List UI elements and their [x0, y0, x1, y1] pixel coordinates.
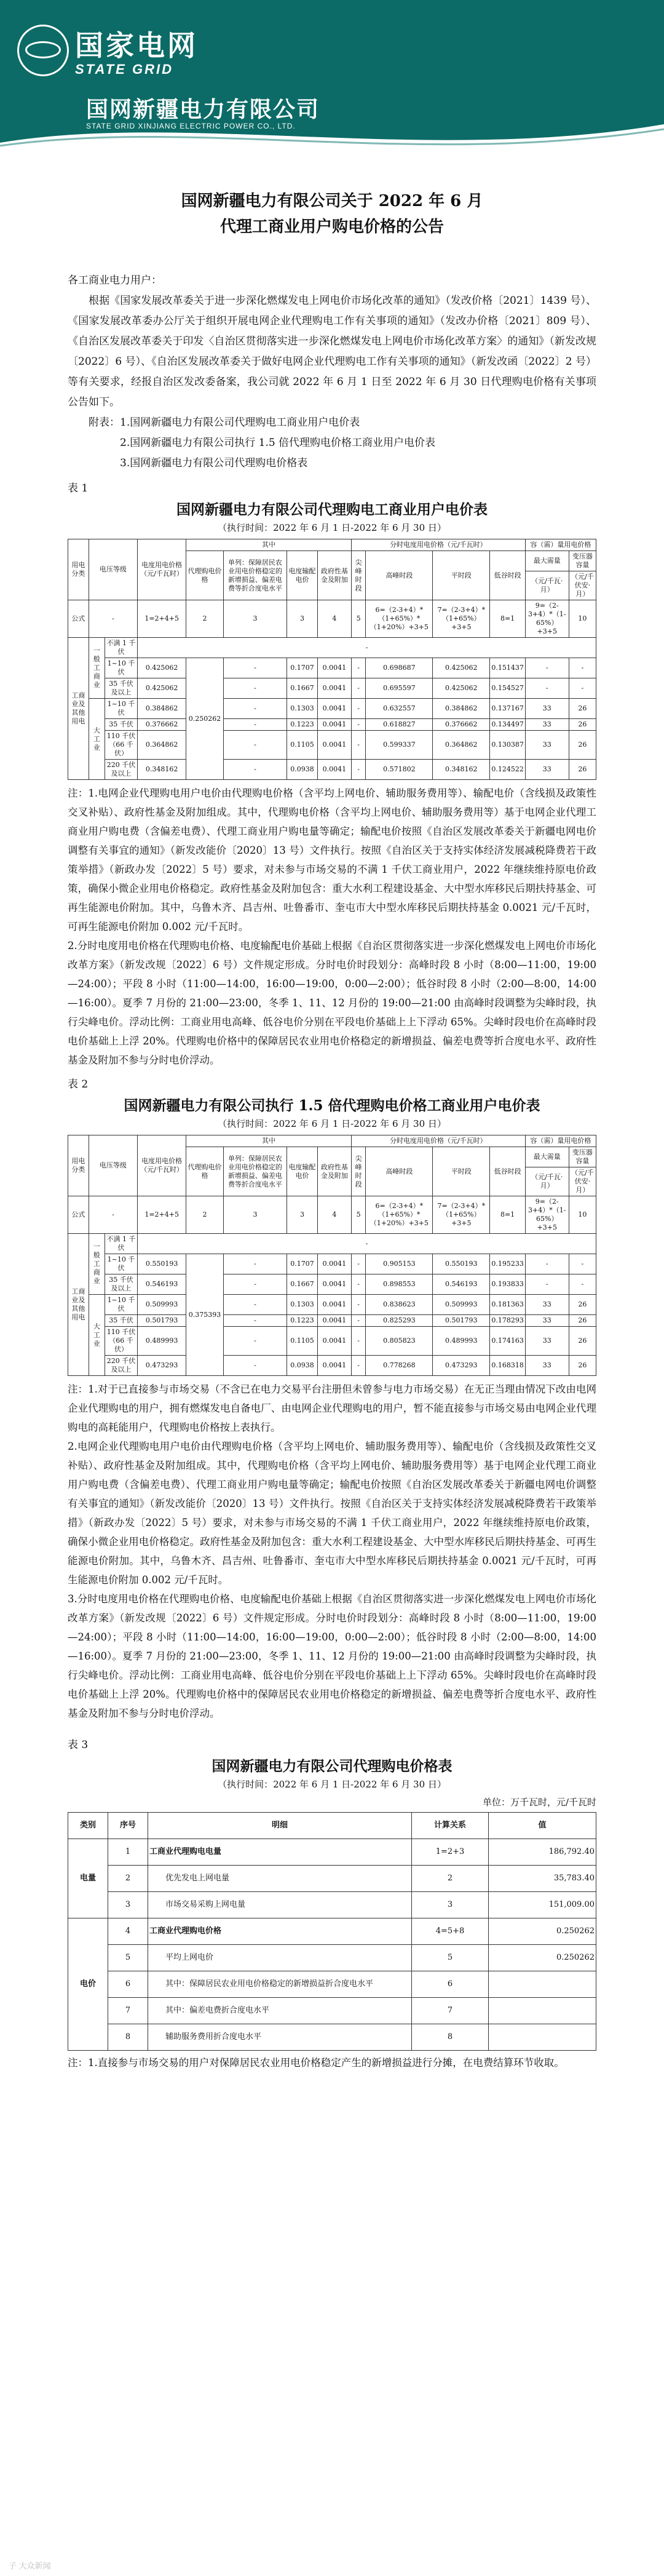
table-row: 8 辅助服务费用折合度电水平 8 — [68, 2024, 596, 2051]
th-transformer-unit: （元/千伏安·月） — [569, 571, 596, 600]
table-row: 工商业及其他用电 一般工商业 不满 1 千伏 - — [68, 638, 596, 658]
table3-label: 表 3 — [68, 1739, 89, 1751]
company-name-cn: 国网新疆电力有限公司 — [86, 97, 320, 122]
watermark: 子 大众新闻 — [9, 2561, 51, 2570]
table2-label: 表 2 — [68, 1078, 89, 1091]
table3-note: 注：1.直接参与市场交易的用户对保障居民农业用电价格稳定产生的新增损益进行分摊，在电费结算环节收取。 — [68, 2057, 564, 2069]
table-row: 工商业及其他用电 一般工商业 不满 1 千伏 - — [68, 1234, 596, 1254]
addressee: 各工商业电力用户： — [68, 274, 162, 287]
table-row: 电量 1 工商业代理购电电量 1=2+3 186,792.40 — [68, 1839, 596, 1866]
table1-period: （执行时间：2022 年 6 月 1 日-2022 年 6 月 30 日） — [218, 522, 446, 533]
th-capacity: 容（需）量用电价格 — [525, 539, 596, 551]
table-row: 6 其中：保障居民农业用电价格稳定的新增损益折合度电水平 6 — [68, 1971, 596, 1998]
table-row: 35 千伏 0.501793 - 0.1223 0.0041 - 0.825293 0.501793 0.178293 33 26 — [68, 1315, 596, 1327]
table-row: 35 千伏 0.376662 - 0.1223 0.0041 - 0.618827 0.376662 0.134497 33 26 — [68, 719, 596, 731]
table-row: 2 优先发电上网电量 2 35,783.40 — [68, 1866, 596, 1892]
th-category: 用电分类 — [68, 539, 89, 600]
table-row: 大工业 1~10 千伏 0.509993 - 0.1303 0.0041 - 0.838623 0.509993 0.181363 33 26 — [68, 1295, 596, 1315]
table2: 用电分类 电压等级 电度用电价格（元/千瓦时） 其中 分时电度用电价格（元/千瓦时） 容（需）量用电价格 代理购电价格 单列：保障居民农业用电价格稳定的新增损益、偏差电费等折合度电水平 电度输配电价 政府性基金及附加 尖峰时段 高峰时段 平时段 低谷时段 最大需量 变压器容量 （元/千瓦·月） （元/千伏安·月） 公式 - 1=2+4+5 2 3 3 4 5 6=（2-3+4）*（1+65%）*（1+20%）+3+5 7=（2-3+4）*（1+65%）+3+5 8=1 9=（2-3+4）*（1-65%）+3+5 10 工商业及其他用电 一般工商业 不满 1 千伏 - 1~10 千伏 0.550193 0.375393 - 0.1707 0.0041 - 0.905153 0.550193 0.195233 - - 35 千伏及以上 0.546193 - 0.1667 0.0041 - 0.898553 0.546193 0.193833 - - 大工业 1~10 千伏 0.509993 - 0.1303 0.0041 - 0.838623 0.509993 0.181363 33 26 35 千伏 0.501793 - 0.1223 0.0041 - 0.825293 0.501793 0.178293 33 26 110 千伏（66 千伏） 0.489993 - 0.1105 0.0041 - 0.805823 0.489993 0.174163 33 26 220 千伏及以上 0.473293 - 0.0938 0.0041 - 0.778268 0.473293 0.168318 33 26 — [68, 1135, 596, 1376]
table-row: 大工业 1~10 千伏 0.384862 - 0.1303 0.0041 - 0.632557 0.384862 0.137167 33 26 — [68, 699, 596, 719]
th-flat: 平时段 — [433, 551, 490, 600]
th-sub3: 政府性基金及附加 — [317, 551, 351, 600]
attachment-3: 3.国网新疆电力有限公司代理购电价格表 — [120, 457, 308, 469]
table-row: 3 市场交易采购上网电量 3 151,009.00 — [68, 1892, 596, 1918]
th-agency-price: 代理购电价格 — [186, 551, 224, 600]
th-maxdemand: 最大需量 — [525, 551, 569, 571]
th-sub1: 单列：保障居民农业用电价格稳定的新增损益、偏差电费等折合度电水平 — [223, 551, 287, 600]
table2-title: 国网新疆电力有限公司执行 1.5 倍代理购电价格工商业用户电价表 — [124, 1097, 540, 1114]
th-sub2: 电度输配电价 — [287, 551, 318, 600]
brand-name-cn: 国家电网 — [75, 30, 198, 62]
formula-row: 公式 - 1=2+4+5 2 3 3 4 5 6=（2-3+4）*（1+65%）*（1+20%）+3+5 7=（2-3+4）*（1+65%）+3+5 8=1 9=（2-3+4）*（1-65%）+3+5 10 — [68, 600, 596, 638]
table-row: 220 千伏及以上 0.348162 - 0.0938 0.0041 - 0.571802 0.348162 0.124522 33 26 — [68, 760, 596, 780]
table2-period: （执行时间：2022 年 6 月 1 日-2022 年 6 月 30 日） — [218, 1118, 446, 1129]
brand-name-en: STATE GRID — [75, 62, 173, 77]
notice-body: 根据《国家发展改革委关于进一步深化燃煤发电上网电价市场化改革的通知》（发改价格〔2021〕1439 号）、《国家发展改革委办公厅关于组织开展电网企业代理购电工作有关事项的通知》（发改办价格〔2021〕809 号）、《自治区发展改革委关于印发〈自治区贯彻落实进一步深化燃煤发电上网电价市场化改革方案〉的通知》（新发改规〔2022〕6 号）、《自治区发展改革委关于做好电网企业代理购电工作有关事项的通知》（新发改函〔2022〕2 号）等有关要求，经报自治区发改委备案，我公司就 2022 年 6 月 1 日至 2022 年 6 月 30 日代理购电价格有关事项公告如下。 — [68, 295, 596, 408]
th-tou: 分时电度用电价格（元/千瓦时） — [351, 539, 525, 551]
table-row: 电价 4 工商业代理购电价格 4=5+8 0.250262 — [68, 1918, 596, 1945]
state-grid-logo-icon — [17, 25, 69, 76]
table-row: 1~10 千伏 0.550193 0.375393 - 0.1707 0.0041 - 0.905153 0.550193 0.195233 - - — [68, 1254, 596, 1274]
table3-title: 国网新疆电力有限公司代理购电价格表 — [211, 1758, 453, 1775]
page-header — [0, 0, 664, 161]
table-row: 5 平均上网电价 5 0.250262 — [68, 1945, 596, 1971]
table-row: 35 千伏及以上 0.425062 - 0.1667 0.0041 - 0.695597 0.425062 0.154527 - - — [68, 678, 596, 699]
attachments-label: 附表：1.国网新疆电力有限公司代理购电工商业用户电价表 — [89, 416, 360, 429]
notice-title-line2: 代理工商业用户购电价格的公告 — [219, 218, 444, 236]
table-row: 110 千伏（66 千伏） 0.364862 - 0.1105 0.0041 - 0.599337 0.364862 0.130387 33 26 — [68, 731, 596, 760]
table2-note-2: 2.电网企业代理购电用户电价由代理购电价格（含平均上网电价、辅助服务费用等）、输配电价（含线损及政策性交叉补贴）、政府性基金及附加组成。其中，代理购电价格（含平均上网电价、辅助服务费用等）基于电网企业代理工商业用户购电费（含偏差电费）、代理工商业用户购电量等确定；输配电价按照《自治区发展改革委关于新疆电网电价调整有关事宜的通知》（新发改能价〔2020〕13 号）文件执行。按照《自治区关于支持实体经济发展减税降费若干政策举措》（新政办发〔2022〕5 号）要求，对未参与市场交易的不满 1 千伏工商业用户，2022 年继续维持原电价政策，确保小微企业用电价格稳定。政府性基金及附加包含：重大水利工程建设基金、大中型水库移民后期扶持基金、可再生能源电价附加。其中，乌鲁木齐、昌吉州、吐鲁番市、奎屯市大中型水库移民后期扶持基金 0.0021 元/千瓦时，可再生能源电价附加 0.002 元/千瓦时。 — [68, 1441, 596, 1586]
th-valley: 低谷时段 — [490, 551, 526, 600]
table2-note-3: 3.分时电度用电价格在代理购电价格、电度输配电价基础上根据《自治区贯彻落实进一步深化燃煤发电上网电价市场化改革方案》（新发改规〔2022〕6 号）文件规定形成。分时电价时段划分：高峰时段 8 小时（8:00—11:00，19:00—24:00）；平段 8 小时（11:00—14:00，16:00—19:00，0:00—2:00）；低谷时段 8 小时（2:00—8:00，14:00—16:00）。夏季 7 月份的 21:00—23:00，冬季 1、11、12 月份的 19:00—21:00 由高峰时段调整为尖峰时段，执行尖峰电价。浮动比例：工商业用电高峰、低谷电价分别在平段电价基础上上下浮动 65%。尖峰时段电价在高峰时段电价基础上上浮 20%。代理购电价格中的保障居民农业用电价格稳定的新增损益、偏差电费等折合度电水平、政府性基金及附加不参与分时电价浮动。 — [68, 1593, 596, 1719]
notice-title-line1: 国网新疆电力有限公司关于 2022 年 6 月 — [181, 192, 483, 210]
table3-unit: 单位：万千瓦时，元/千瓦时 — [482, 1797, 596, 1808]
company-name-en: STATE GRID XINJIANG ELECTRIC POWER CO., LTD. — [86, 122, 296, 130]
table-row: 7 其中：偏差电费折合度电水平 7 — [68, 1998, 596, 2024]
table-row: 110 千伏（66 千伏） 0.489993 - 0.1105 0.0041 - 0.805823 0.489993 0.174163 33 26 — [68, 1327, 596, 1356]
th-of-which: 其中 — [186, 539, 352, 551]
table1 — [68, 539, 596, 780]
table-row: 35 千伏及以上 0.546193 - 0.1667 0.0041 - 0.898553 0.546193 0.193833 - - — [68, 1274, 596, 1295]
table3: 类别 序号 明细 计算关系 值 电量 1 工商业代理购电电量 1=2+3 186,792.40 2 优先发电上网电量 2 35,783.40 3 市场交易采购上网电量 3 151,009.00 电价 4 工商业代理购电价格 4=5+8 0.250262 5 平均上网电价 5 0.250262 6 其中：保障居民农业用电价格稳定的新增损益折合度电水平 6 7 其中：偏差电费折合度电水平 7 8 辅助服务费用折合度电水平 8 — [68, 1812, 596, 2051]
table1-label: 表 1 — [68, 482, 89, 495]
table1-title: 国网新疆电力有限公司代理购电工商业用户电价表 — [176, 501, 488, 518]
th-maxdemand-unit: （元/千瓦·月） — [525, 571, 569, 600]
header-wave-decoration — [0, 106, 664, 161]
table1-note-1: 注：1.电网企业代理购电用户电价由代理购电价格（含平均上网电价、辅助服务费用等）、输配电价（含线损及政策性交叉补贴）、政府性基金及附加组成。其中，代理购电价格（含平均上网电价、辅助服务费用等）基于电网企业代理工商业用户购电费（含偏差电费）、代理工商业用户购电量等确定；输配电价按照《自治区发展改革委关于新疆电网电价调整有关事宜的通知》（新发改能价〔2020〕13 号）文件执行。按照《自治区关于支持实体经济发展减税降费若干政策举措》（新政办发〔2022〕5 号）要求，对未参与市场交易的不满 1 千伏工商业用户，2022 年继续维持原电价政策，确保小微企业用电价格稳定。政府性基金及附加包含：重大水利工程建设基金、大中型水库移民后期扶持基金、可再生能源电价附加。其中，乌鲁木齐、昌吉州、吐鲁番市、奎屯市大中型水库移民后期扶持基金 0.0021 元/千瓦时，可再生能源电价附加 0.002 元/千瓦时。 — [68, 787, 596, 932]
th-energy: 电度用电价格（元/千瓦时） — [138, 539, 186, 600]
attachment-2: 2.国网新疆电力有限公司执行 1.5 倍代理购电价格工商业用户电价表 — [120, 437, 436, 449]
th-transformer: 变压器容量 — [569, 551, 596, 571]
table1-note-2: 2.分时电度用电价格在代理购电价格、电度输配电价基础上根据《自治区贯彻落实进一步深化燃煤发电上网电价市场化改革方案》（新发改规〔2022〕6 号）文件规定形成。分时电价时段划分：高峰时段 8 小时（8:00—11:00，19:00—24:00）；平段 8 小时（11:00—14:00，16:00—19:00，0:00—2:00）；低谷时段 8 小时（2:00—8:00，14:00—16:00）。夏季 7 月份的 21:00—23:00，冬季 1、11、12 月份的 19:00—21:00 由高峰时段调整为尖峰时段，执行尖峰电价。浮动比例：工商业用电高峰、低谷电价分别在平段电价基础上上下浮动 65%。尖峰时段电价在高峰时段电价基础上上浮 20%。代理购电价格中的保障居民农业用电价格稳定的新增损益、偏差电费等折合度电水平、政府性基金及附加不参与分时电价浮动。 — [68, 940, 596, 1066]
th-voltage: 电压等级 — [89, 539, 137, 600]
th-peak: 高峰时段 — [366, 551, 433, 600]
th-peak-top: 尖峰时段 — [351, 551, 366, 600]
formula-row: 公式 - 1=2+4+5 2 3 3 4 5 6=（2-3+4）*（1+65%）*（1+20%）+3+5 7=（2-3+4）*（1+65%）+3+5 8=1 9=（2-3+4）*（1-65%）+3+5 10 — [68, 1196, 596, 1234]
table-row: 220 千伏及以上 0.473293 - 0.0938 0.0041 - 0.778268 0.473293 0.168318 33 26 — [68, 1356, 596, 1376]
table2-note-1: 注：1.对于已直接参与市场交易（不含已在电力交易平台注册但未曾参与电力市场交易）在无正当理由情况下改由电网企业代理购电的用户，拥有燃煤发电自备电厂、由电网企业代理购电的用户，暂不能直接参与市场交易由电网企业代理购电的高耗能用户，代理购电价格按上表执行。 — [68, 1383, 596, 1433]
table3-period: （执行时间：2022 年 6 月 1 日-2022 年 6 月 30 日） — [218, 1779, 446, 1790]
table-row: 1~10 千伏 0.425062 0.250262 - 0.1707 0.0041 - 0.698687 0.425062 0.151437 - - — [68, 658, 596, 678]
